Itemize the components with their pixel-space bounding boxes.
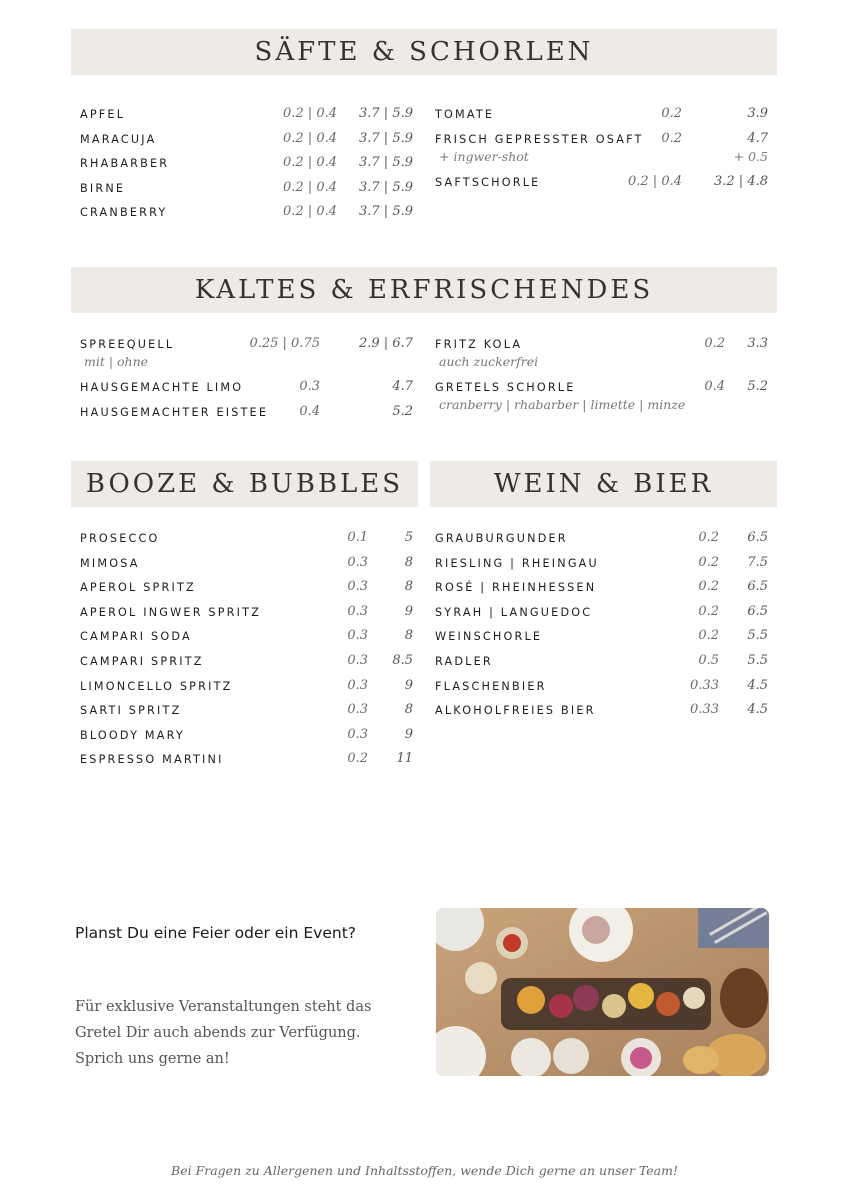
menu-item-price: 3.7 | 5.9 bbox=[359, 179, 413, 195]
menu-list-kaltes-left bbox=[80, 334, 415, 426]
menu-item bbox=[435, 172, 770, 197]
menu-item bbox=[435, 377, 770, 420]
menu-item-size: 0.2 | 0.4 bbox=[283, 130, 337, 146]
menu-item-name: ALKOHOLFREIES BIER bbox=[435, 704, 596, 718]
menu-item-note: + ingwer-shot bbox=[439, 148, 529, 164]
menu-item bbox=[80, 553, 415, 578]
menu-item-size: 0.1 bbox=[347, 530, 368, 545]
menu-item-size: 0.2 bbox=[661, 130, 682, 146]
menu-item-name: BIRNE bbox=[80, 181, 126, 195]
menu-item-price: 4.5 bbox=[747, 677, 768, 693]
menu-item bbox=[80, 700, 415, 725]
menu-list-saefte-left bbox=[80, 104, 415, 227]
menu-item bbox=[80, 334, 415, 377]
menu-item-name: CRANBERRY bbox=[80, 206, 168, 220]
menu-item-price: 3.7 | 5.9 bbox=[359, 106, 413, 121]
menu-item bbox=[80, 626, 415, 651]
menu-item bbox=[80, 577, 415, 602]
food-platter-illustration bbox=[436, 908, 769, 1076]
menu-item bbox=[80, 129, 415, 154]
menu-item bbox=[80, 104, 415, 129]
menu-item-size: 0.3 bbox=[347, 702, 368, 718]
menu-item-price: 9 bbox=[404, 726, 413, 742]
menu-item-price: 4.7 bbox=[747, 130, 768, 146]
menu-item bbox=[80, 377, 415, 402]
menu-item-name: SARTI SPRITZ bbox=[80, 704, 182, 718]
menu-item-price: 11 bbox=[396, 751, 413, 767]
menu-item-price: 6.5 bbox=[747, 579, 768, 595]
menu-item bbox=[80, 202, 415, 227]
menu-item-price: 3.7 | 5.9 bbox=[359, 130, 413, 146]
menu-item-size: 0.3 bbox=[347, 726, 368, 742]
menu-item-name: BLOODY MARY bbox=[80, 728, 185, 742]
menu-item-name: LIMONCELLO SPRITZ bbox=[80, 679, 233, 693]
menu-item bbox=[435, 577, 770, 602]
section-header-kaltes bbox=[71, 267, 777, 313]
menu-item-size: 0.2 | 0.4 bbox=[283, 179, 337, 195]
event-line: Gretel Dir auch abends zur Verfügung. bbox=[75, 1025, 361, 1041]
menu-item-name: TOMATE bbox=[435, 108, 495, 121]
menu-item-price: 5.2 bbox=[392, 403, 413, 419]
menu-item-name: SPREEQUELL bbox=[80, 338, 175, 351]
menu-item-name: MARACUJA bbox=[80, 132, 157, 146]
menu-item-name: RADLER bbox=[435, 654, 493, 668]
menu-item-price: 4.7 bbox=[392, 379, 413, 394]
menu-item-price: 3.9 bbox=[747, 106, 768, 121]
event-line: Sprich uns gerne an! bbox=[75, 1051, 230, 1067]
menu-item bbox=[435, 334, 770, 377]
menu-item-name: CAMPARI SPRITZ bbox=[80, 654, 204, 668]
food-platter-photo bbox=[436, 908, 769, 1076]
menu-item-size: 0.33 bbox=[690, 677, 719, 693]
menu-item-size: 0.2 bbox=[704, 336, 725, 351]
menu-item-name: HAUSGEMACHTE LIMO bbox=[80, 381, 244, 394]
menu-item bbox=[435, 700, 770, 725]
menu-item-size: 0.3 bbox=[347, 603, 368, 619]
menu-item-name: RIESLING | RHEINGAU bbox=[435, 556, 599, 570]
menu-item-name: GRAUBURGUNDER bbox=[435, 532, 568, 545]
menu-item bbox=[80, 528, 415, 553]
menu-item bbox=[435, 602, 770, 627]
menu-item-size: 0.4 bbox=[299, 403, 320, 419]
menu-item bbox=[435, 626, 770, 651]
menu-item-size: 0.2 bbox=[661, 106, 682, 121]
menu-item-name: HAUSGEMACHTER EISTEE bbox=[80, 405, 269, 419]
menu-item-name: WEINSCHORLE bbox=[435, 630, 543, 644]
menu-item-size: 0.3 bbox=[347, 677, 368, 693]
menu-item-price: 8 bbox=[404, 579, 413, 595]
menu-item-price: 5.2 bbox=[747, 379, 768, 394]
menu-item-name: SYRAH | LANGUEDOC bbox=[435, 605, 593, 619]
menu-item-price: 4.5 bbox=[747, 702, 768, 718]
menu-item-size: 0.3 bbox=[347, 652, 368, 668]
menu-item-price: 6.5 bbox=[747, 603, 768, 619]
menu-item-price: 5 bbox=[404, 530, 413, 545]
menu-item-note: auch zuckerfrei bbox=[439, 354, 539, 369]
section-header-booze bbox=[71, 461, 418, 507]
menu-item-size: 0.2 bbox=[698, 603, 719, 619]
menu-item-name: APFEL bbox=[80, 108, 126, 121]
menu-item bbox=[80, 725, 415, 750]
menu-item-size: 0.25 | 0.75 bbox=[249, 336, 320, 351]
menu-item bbox=[435, 553, 770, 578]
section-title: SÄFTE & SCHORLEN bbox=[254, 37, 594, 67]
menu-item-name: FLASCHENBIER bbox=[435, 679, 547, 693]
menu-item-size: 0.2 bbox=[698, 628, 719, 644]
event-description bbox=[75, 994, 405, 1072]
menu-item bbox=[80, 402, 415, 427]
menu-item-name: CAMPARI SODA bbox=[80, 630, 192, 644]
menu-item-size: 0.3 bbox=[299, 379, 320, 394]
menu-item-size: 0.2 | 0.4 bbox=[628, 173, 682, 189]
menu-item-price: 3.7 | 5.9 bbox=[359, 155, 413, 171]
menu-item-size: 0.4 bbox=[704, 379, 725, 394]
event-heading: Planst Du eine Feier oder ein Event? bbox=[75, 924, 356, 942]
menu-item-price: 8 bbox=[404, 702, 413, 718]
menu-item-note: mit | ohne bbox=[84, 354, 149, 369]
menu-item-size: 0.2 bbox=[347, 751, 368, 767]
event-line: Für exklusive Veranstaltungen steht das bbox=[75, 999, 372, 1015]
menu-item-size: 0.2 bbox=[698, 530, 719, 545]
menu-item-price: 8 bbox=[404, 554, 413, 570]
menu-item bbox=[435, 129, 770, 172]
menu-list-booze bbox=[80, 528, 415, 774]
menu-item-size: 0.3 bbox=[347, 628, 368, 644]
section-title: WEIN & BIER bbox=[493, 469, 714, 499]
menu-item-name: RHABARBER bbox=[80, 157, 170, 171]
menu-item bbox=[80, 651, 415, 676]
menu-item-name: FRISCH GEPRESSTER OSAFT bbox=[435, 132, 644, 146]
menu-item-note: cranberry | rhabarber | limette | minze bbox=[439, 397, 686, 412]
menu-item bbox=[80, 178, 415, 203]
menu-item-name: SAFTSCHORLE bbox=[435, 175, 541, 189]
menu-item-price: 2.9 | 6.7 bbox=[359, 336, 413, 351]
menu-item-name: PROSECCO bbox=[80, 532, 160, 545]
menu-item bbox=[435, 676, 770, 701]
menu-item-price: 3.3 bbox=[747, 336, 768, 351]
menu-item-extra-price: + 0.5 bbox=[733, 148, 768, 164]
menu-item bbox=[80, 749, 415, 774]
menu-list-wein bbox=[435, 528, 770, 725]
menu-item-name: ROSÉ | RHEINHESSEN bbox=[435, 581, 597, 595]
menu-item-size: 0.2 bbox=[698, 579, 719, 595]
menu-item-size: 0.2 bbox=[698, 554, 719, 570]
section-header-wein bbox=[430, 461, 777, 507]
menu-list-kaltes-right bbox=[435, 334, 770, 420]
section-title: BOOZE & BUBBLES bbox=[85, 469, 404, 499]
menu-item-price: 6.5 bbox=[747, 530, 768, 545]
menu-item bbox=[435, 528, 770, 553]
menu-item-price: 8.5 bbox=[392, 652, 413, 668]
menu-item-price: 3.2 | 4.8 bbox=[714, 173, 768, 189]
menu-item-size: 0.2 | 0.4 bbox=[283, 204, 337, 220]
menu-item-size: 0.33 bbox=[690, 702, 719, 718]
menu-item-price: 5.5 bbox=[747, 628, 768, 644]
menu-item-size: 0.3 bbox=[347, 579, 368, 595]
menu-item-size: 0.2 | 0.4 bbox=[283, 106, 337, 121]
menu-item bbox=[80, 602, 415, 627]
menu-item bbox=[435, 104, 770, 129]
menu-item-name: APEROL SPRITZ bbox=[80, 581, 196, 595]
menu-item-price: 8 bbox=[404, 628, 413, 644]
menu-item-size: 0.2 | 0.4 bbox=[283, 155, 337, 171]
menu-item bbox=[80, 153, 415, 178]
section-title: KALTES & ERFRISCHENDES bbox=[194, 275, 654, 305]
menu-item-price: 7.5 bbox=[747, 554, 768, 570]
menu-item-size: 0.3 bbox=[347, 554, 368, 570]
menu-item-name: GRETELS SCHORLE bbox=[435, 381, 576, 394]
menu-list-saefte-right bbox=[435, 104, 770, 196]
allergen-footer-note: Bei Fragen zu Allergenen und Inhaltsstoffen, wende Dich gerne an unser Team! bbox=[171, 1163, 678, 1178]
section-header-saefte bbox=[71, 29, 777, 75]
menu-item-price: 9 bbox=[404, 677, 413, 693]
menu-item-size: 0.5 bbox=[698, 652, 719, 668]
menu-item-name: ESPRESSO MARTINI bbox=[80, 753, 224, 767]
menu-item-price: 3.7 | 5.9 bbox=[359, 204, 413, 220]
menu-item bbox=[435, 651, 770, 676]
menu-item-name: MIMOSA bbox=[80, 556, 140, 570]
menu-item-price: 9 bbox=[404, 603, 413, 619]
menu-item-name: FRITZ KOLA bbox=[435, 338, 523, 351]
menu-item-price: 5.5 bbox=[747, 652, 768, 668]
menu-item-name: APEROL INGWER SPRITZ bbox=[80, 605, 262, 619]
menu-item bbox=[80, 676, 415, 701]
